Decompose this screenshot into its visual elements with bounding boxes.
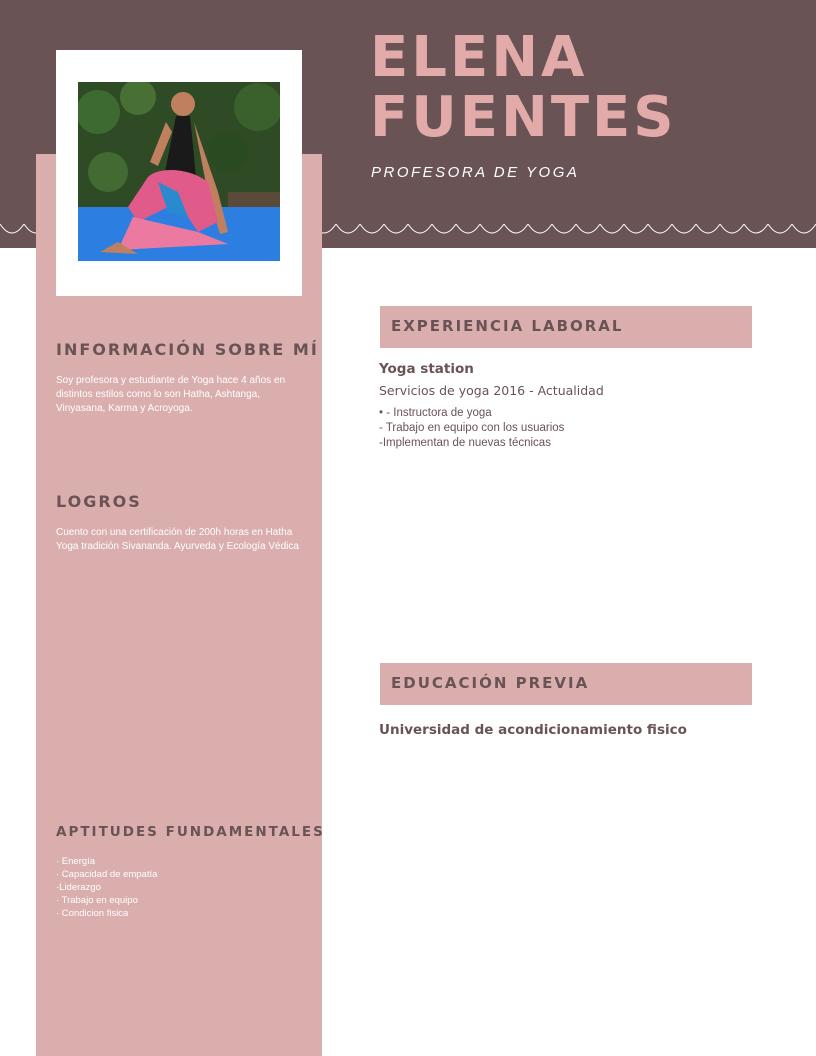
person-name [370, 25, 790, 150]
skills-list [56, 855, 306, 920]
job-name: Yoga station [379, 361, 474, 377]
list-item: · Trabajo en equipo [56, 895, 138, 906]
list-item: • - Instructora de yoga [379, 407, 492, 419]
education-heading-bar [380, 663, 752, 705]
education-school: Universidad de acondicionamiento fisico [379, 722, 687, 738]
photo-frame [56, 50, 302, 296]
list-item: · Capacidad de empatía [56, 869, 158, 880]
first-name: ELENA [370, 25, 588, 90]
job-title: PROFESORA DE YOGA [371, 164, 580, 181]
list-item: - Trabajo en equipo con los usuarios [379, 422, 565, 434]
last-name: FUENTES [370, 85, 677, 150]
list-item: ·Liderazgo [56, 882, 101, 893]
job-duties-list [379, 406, 564, 451]
experience-heading-bar [380, 306, 752, 348]
achievements-heading: LOGROS [56, 492, 142, 511]
job-detail: Servicios de yoga 2016 - Actualidad [379, 383, 604, 398]
about-text: Soy profesora y estudiante de Yoga hace 4 años en distintos estilos como lo son Hatha, Ashtanga, Vinyasana, Karma y Acroyoga. [56, 375, 286, 414]
list-item: -Implementan de nuevas técnicas [379, 437, 551, 449]
experience-heading: EXPERIENCIA LABORAL [391, 317, 624, 335]
profile-photo [78, 82, 280, 261]
skills-heading: APTITUDES FUNDAMENTALES [56, 824, 325, 840]
list-item: · Condicion fisica [56, 908, 129, 919]
list-item: · Energía [56, 856, 96, 867]
education-heading: EDUCACIÓN PREVIA [391, 674, 590, 692]
about-heading: INFORMACIÓN SOBRE MÍ [56, 340, 319, 359]
achievements-text: Cuento con una certificación de 200h horas en Hatha Yoga tradición Sivananda. Ayurveda y Ecología Védica [56, 527, 299, 552]
